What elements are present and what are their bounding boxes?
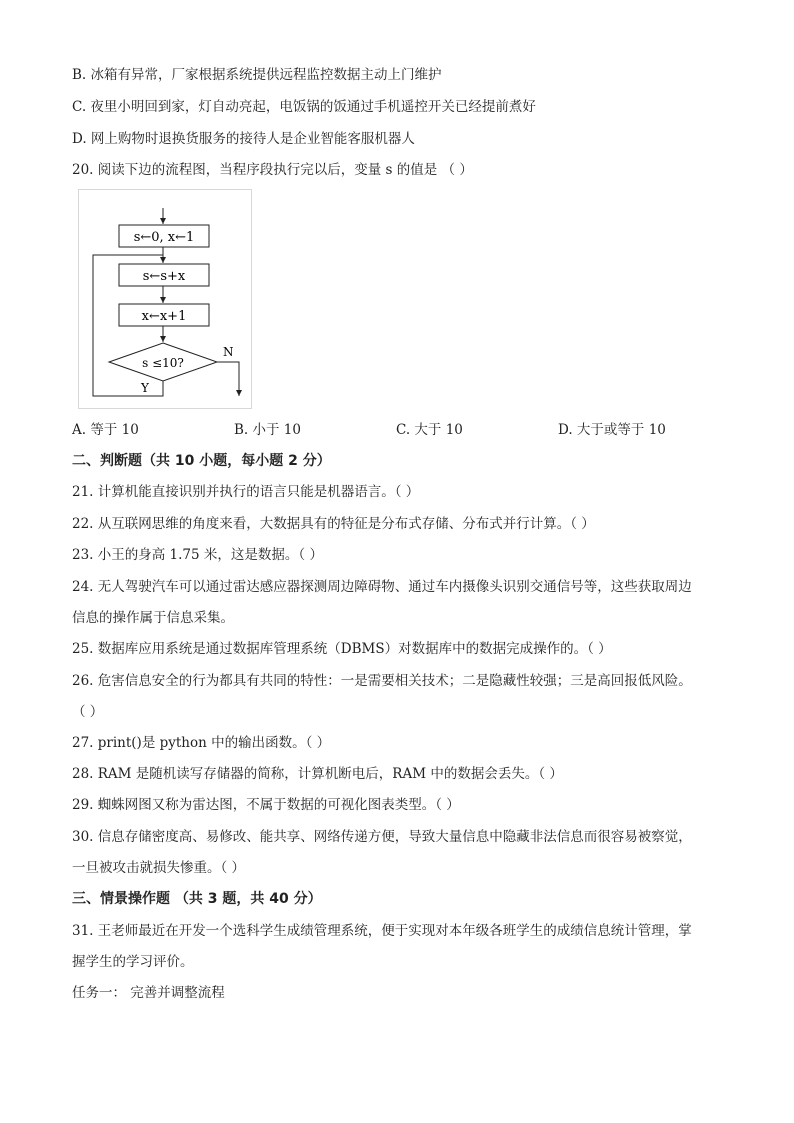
question-31-line-1: 31. 王老师最近在开发一个选科学生成绩管理系统，便于实现对本年级各班学生的成绩信息统计管理，掌 [72,923,692,939]
condition-label: s ≤10? [142,356,184,370]
section-3-heading: 三、情景操作题 （共 3 题，共 40 分） [72,891,322,907]
increment-box-label: x←x+1 [141,309,187,324]
question-30-line-1: 30. 信息存储密度高、易修改、能共享、网络传递方便，导致大量信息中隐藏非法信息而很容易被察觉， [72,829,692,845]
question-21: 21. 计算机能直接识别并执行的语言只能是机器语言。（ ） [72,484,420,500]
flowchart [79,190,251,408]
question-24-line-2: 信息的操作属于信息采集。 [72,610,234,626]
question-24-line-1: 24. 无人驾驶汽车可以通过雷达感应器探测周边障碍物、通过车内摄像头识别交通信号等，这些获取周边 [72,579,692,595]
question-26-line-2: （ ） [72,704,104,720]
question-29: 29. 蜘蛛网图又称为雷达图，不属于数据的可视化图表类型。（ ） [72,797,460,813]
q20-option-a: A. 等于 10 [72,422,139,438]
flowchart-figure [78,189,252,409]
question-31-line-2: 握学生的学习评价。 [72,954,194,970]
section-2-heading: 二、判断题（共 10 小题，每小题 2 分） [72,453,331,469]
option-b-line: B. 冰箱有异常，厂家根据系统提供远程监控数据主动上门维护 [72,67,442,83]
option-d-line: D. 网上购物时退换货服务的接待人是企业智能客服机器人 [72,131,415,147]
question-25: 25. 数据库应用系统是通过数据库管理系统（DBMS）对数据库中的数据完成操作的。（ ） [72,641,612,657]
q20-option-b: B. 小于 10 [234,422,301,438]
sum-box-label: s←s+x [142,269,186,284]
question-28: 28. RAM 是随机读写存储器的简称，计算机断电后，RAM 中的数据会丢失。（ ） [72,766,563,782]
question-22: 22. 从互联网思维的角度来看，大数据具有的特征是分布式存储、分布式并行计算。（ ） [72,516,595,532]
no-branch-arrow [217,362,239,396]
question-27: 27. print()是 python 中的输出函数。（ ） [72,735,331,751]
q20-option-d: D. 大于或等于 10 [558,422,666,438]
question-30-line-2: 一旦被攻击就损失惨重。（ ） [72,860,246,876]
init-box-label: s←0, x←1 [133,230,195,245]
option-c-line: C. 夜里小明回到家，灯自动亮起，电饭锅的饭通过手机遥控开关已经提前煮好 [72,99,536,115]
q20-option-c: C. 大于 10 [396,422,463,438]
question-23: 23. 小王的身高 1.75 米，这是数据。（ ） [72,547,323,563]
no-label: N [223,345,234,359]
question-26-line-1: 26. 危害信息安全的行为都具有共同的特性：一是需要相关技术；二是隐藏性较强；三是高回报低风险。 [72,673,692,689]
task-1-label: 任务一： 完善并调整流程 [72,985,225,1001]
question-20: 20. 阅读下边的流程图，当程序段执行完以后，变量 s 的值是 （ ） [72,162,473,178]
yes-label: Y [141,381,149,395]
